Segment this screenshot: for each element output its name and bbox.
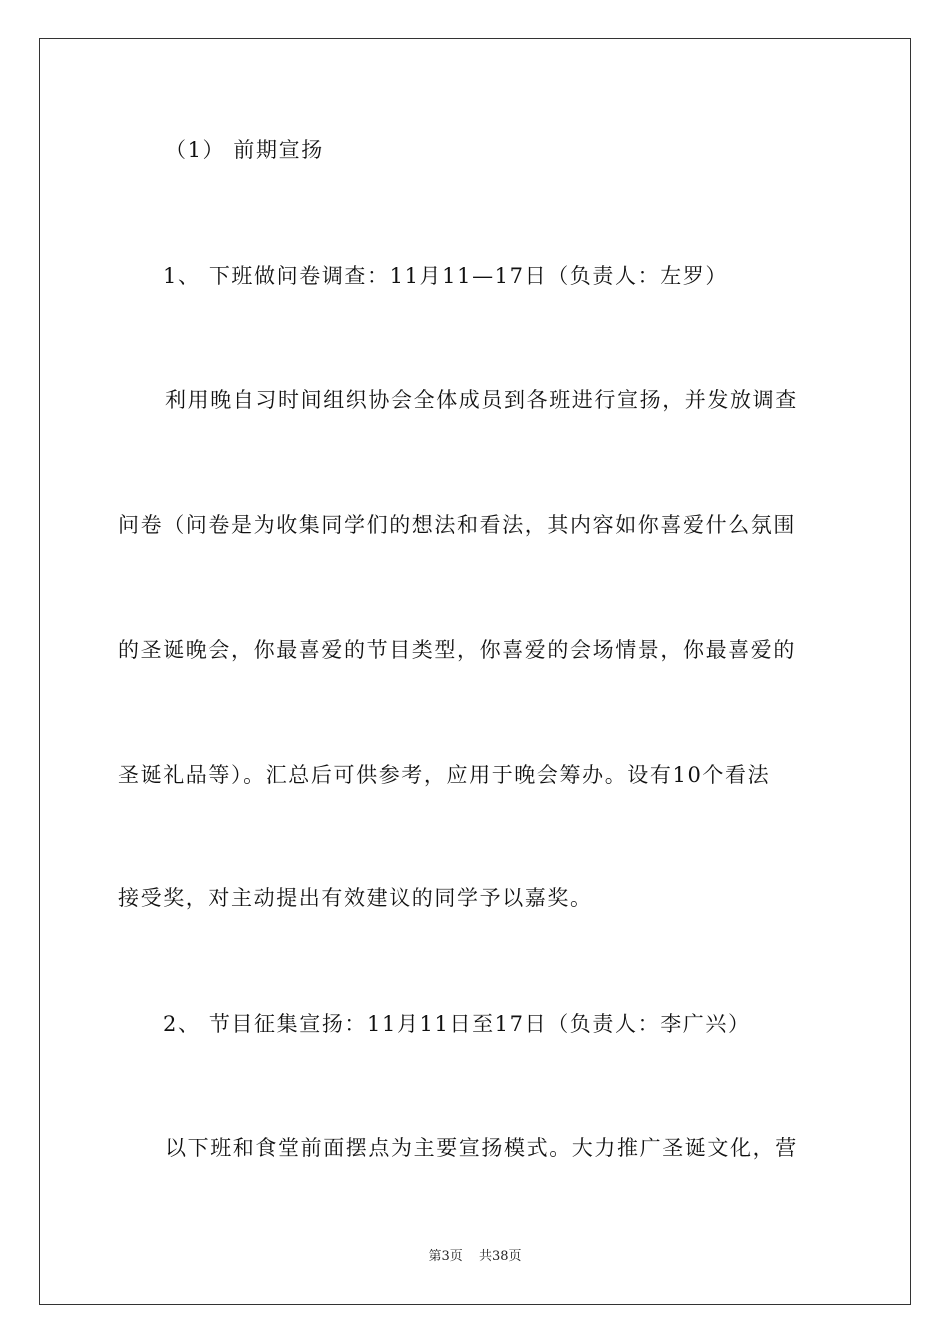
page-total: 共38页 — [478, 1249, 522, 1264]
paragraph-line: 利用晚自习时间组织协会全体成员到各班进行宣扬，并发放调查 — [165, 388, 798, 412]
page-border — [39, 38, 911, 1305]
item-heading-1: 1、 下班做问卷调查：11月11—17日（负责人：左罗） — [163, 264, 728, 288]
paragraph-line: 问卷（问卷是为收集同学们的想法和看法，其内容如你喜爱什么氛围 — [118, 513, 796, 537]
paragraph-line: 的圣诞晚会，你最喜爱的节目类型，你喜爱的会场情景，你最喜爱的 — [118, 638, 796, 662]
page-footer — [0, 1248, 950, 1266]
paragraph-line: 以下班和食堂前面摆点为主要宣扬模式。大力推广圣诞文化，营 — [165, 1136, 798, 1160]
section-heading: （1） 前期宣扬 — [165, 138, 324, 162]
item-heading-2: 2、 节目征集宣扬：11月11日至17日（负责人：李广兴） — [163, 1012, 751, 1036]
paragraph-line: 圣诞礼品等）。汇总后可供参考，应用于晚会筹办。设有10个看法 — [118, 763, 771, 787]
paragraph-line: 接受奖，对主动提出有效建议的同学予以嘉奖。 — [118, 886, 593, 910]
page-number: 第3页 — [428, 1249, 463, 1264]
